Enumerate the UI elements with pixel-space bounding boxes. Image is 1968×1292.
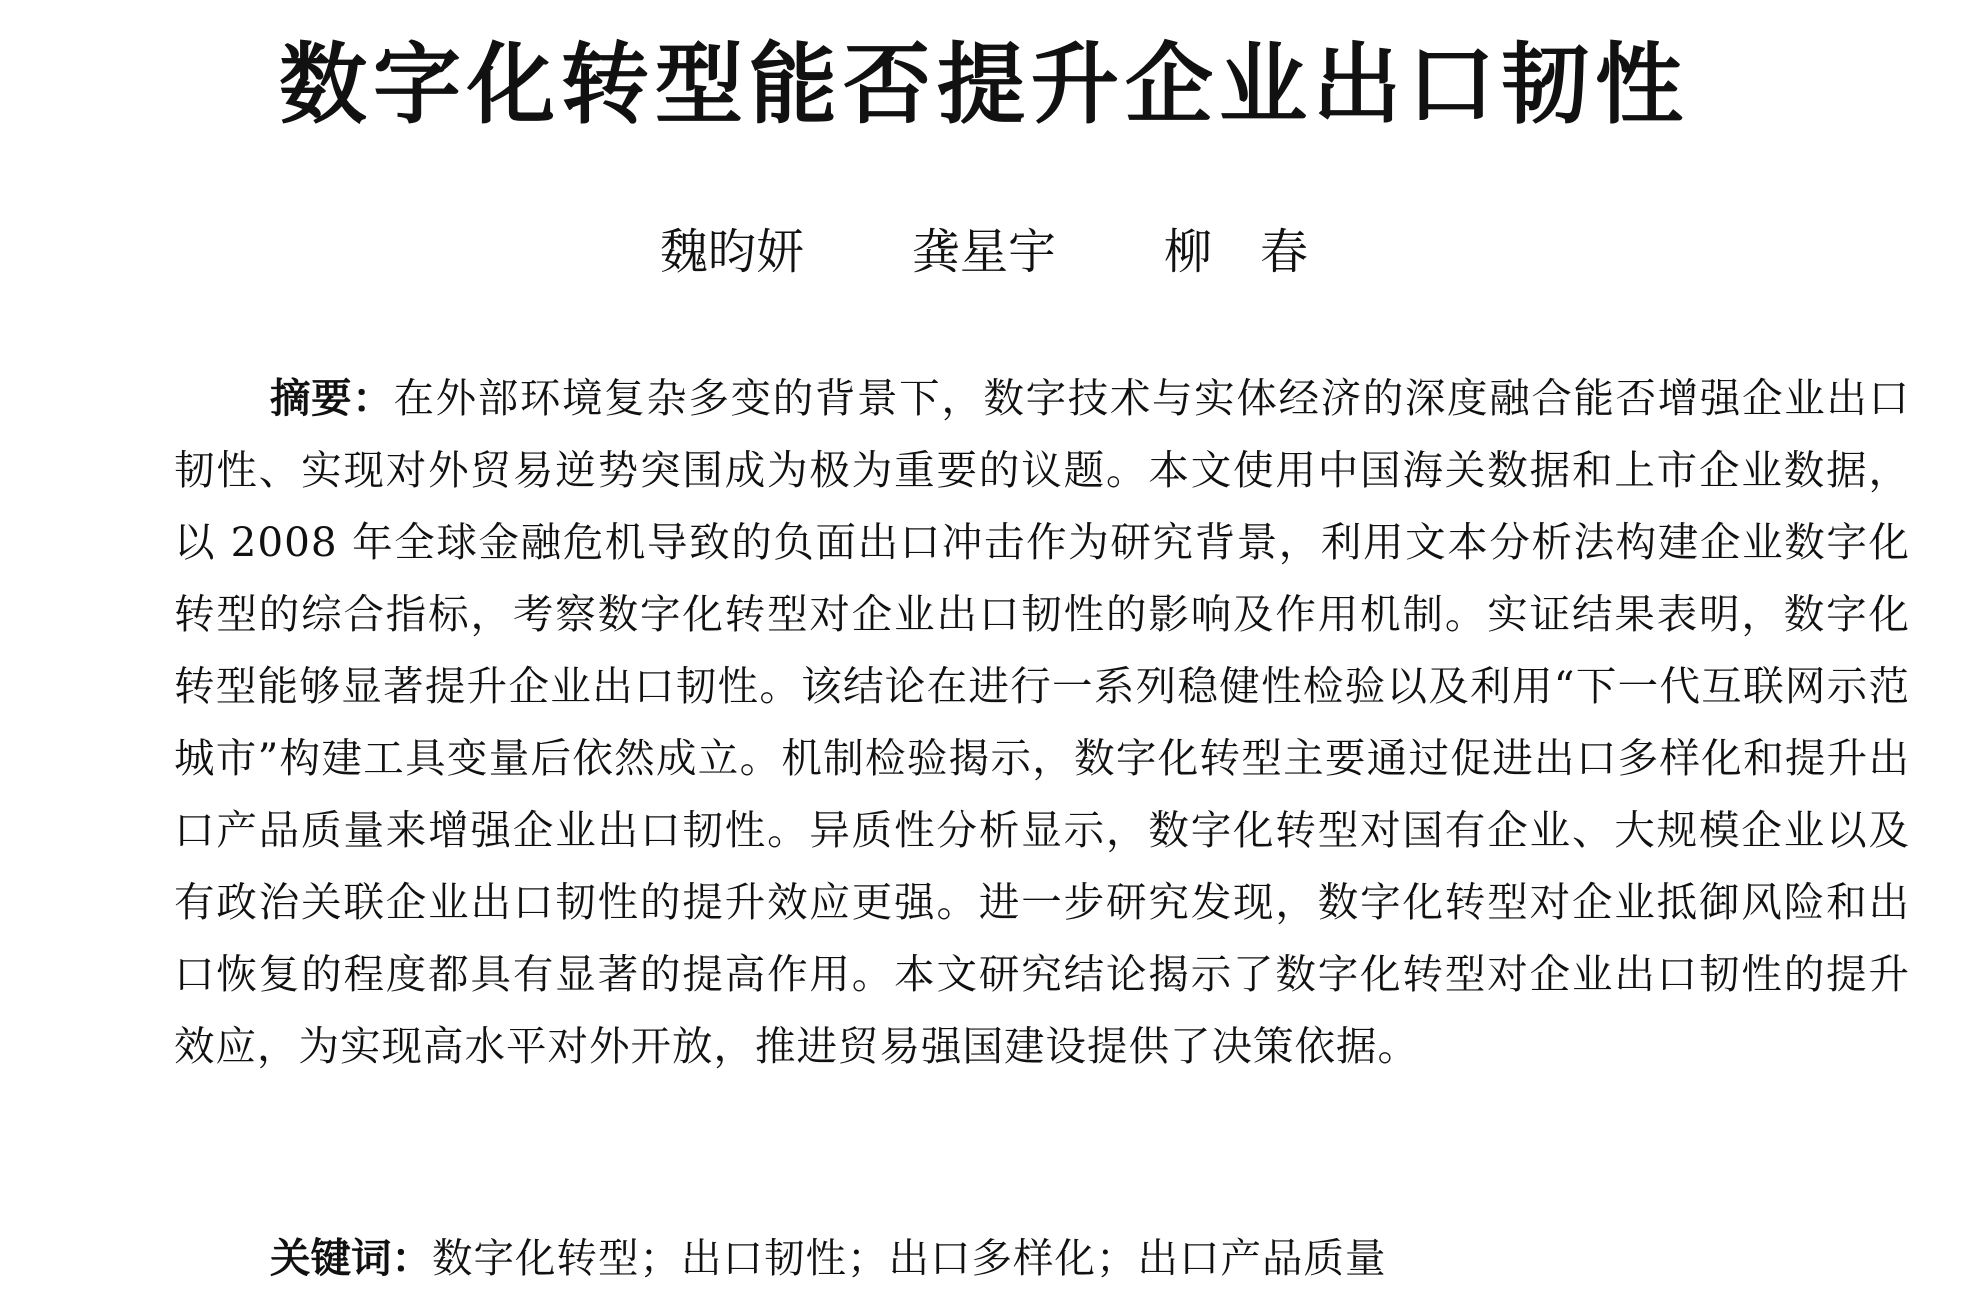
abstract-paragraph — [174, 362, 1910, 1082]
abstract-text: 在外部环境复杂多变的背景下，数字技术与实体经济的深度融合能否增强企业出口韧性、实现对外贸易逆势突围成为极为重要的议题。本文使用中国海关数据和上市企业数据，以 2008 年全球金融危机导致的负面出口冲击作为研究背景，利用文本分析法构建企业数字化转型的综合指标，考察数字化转型对企业出口韧性的影响及作用机制。实证结果表明，数字化转型能够显著提升企业出口韧性。该结论在进行一系列稳健性检验以及利用“下一代互联网示范城市”构建工具变量后依然成立。机制检验揭示，数字化转型主要通过促进出口多样化和提升出口产品质量来增强企业出口韧性。异质性分析显示，数字化转型对国有企业、大规模企业以及有政治关联企业出口韧性的提升效应更强。进一步研究发现，数字化转型对企业抵御风险和出口恢复的程度都具有显著的提高作用。本文研究结论揭示了数字化转型对企业出口韧性的提升效应，为实现高水平对外开放，推进贸易强国建设提供了决策依据。 — [174, 374, 1911, 1070]
keywords-label: 关键词： — [270, 1234, 432, 1282]
author-name: 柳 春 — [1164, 224, 1309, 280]
keywords-line — [270, 1222, 1910, 1292]
author-name: 魏昀妍 — [659, 224, 804, 280]
keywords-text: 数字化转型；出口韧性；出口多样化；出口产品质量 — [432, 1234, 1387, 1282]
abstract-label: 摘要： — [270, 374, 394, 422]
paper-title: 数字化转型能否提升企业出口韧性 — [278, 33, 1689, 136]
author-name: 龚星宇 — [911, 224, 1056, 280]
author-list — [0, 222, 1968, 282]
